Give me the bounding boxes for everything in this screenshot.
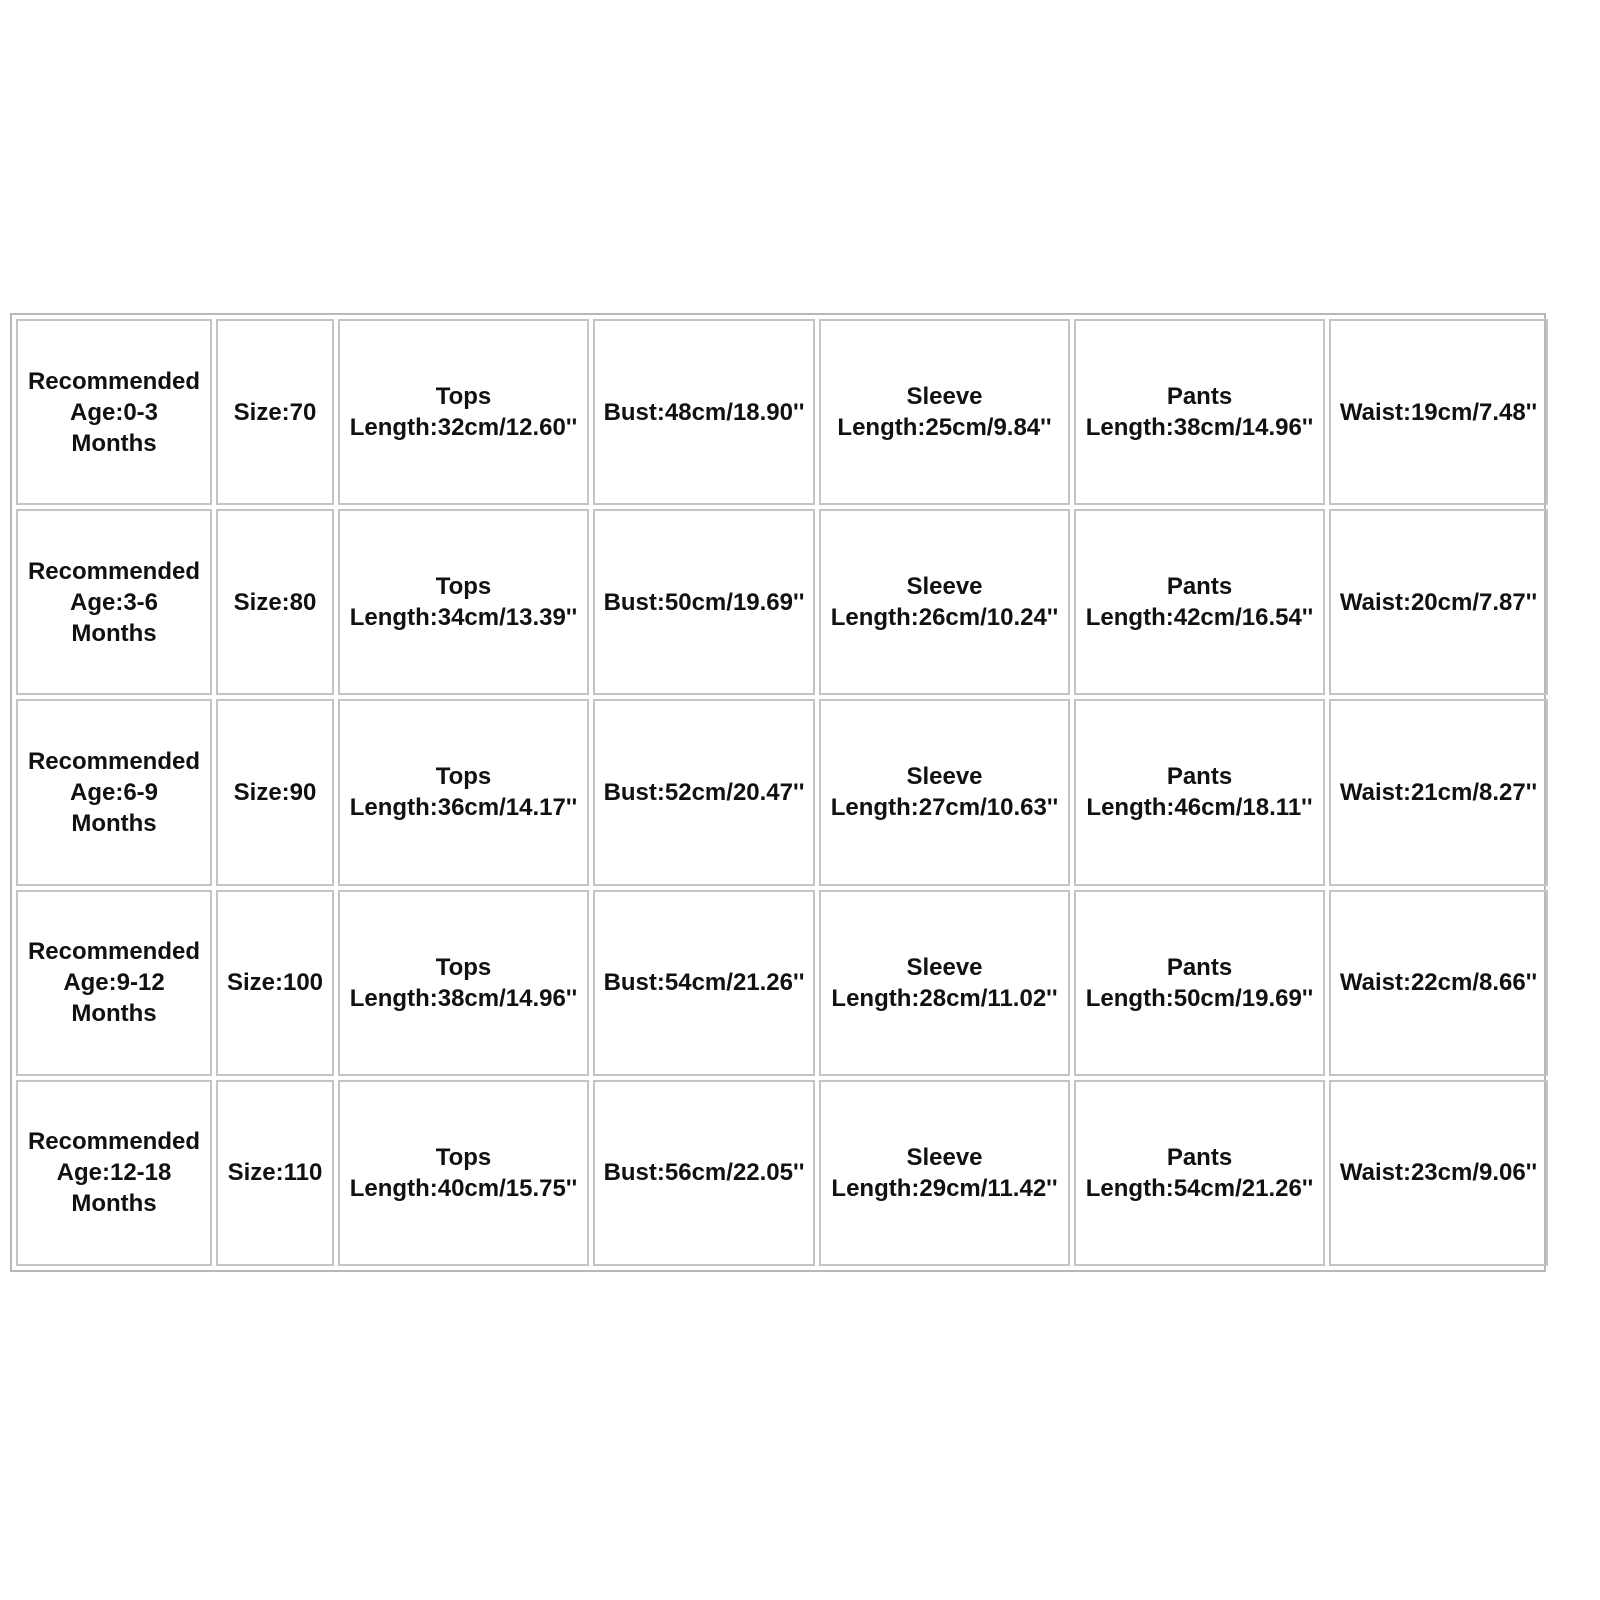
- waist-text: Waist:20cm/7.87'': [1339, 588, 1538, 616]
- bust-cell: [593, 1080, 815, 1266]
- tops-length-text: Tops Length:36cm/14.17'': [349, 763, 578, 822]
- age-cell: [16, 509, 212, 695]
- waist-text: Waist:19cm/7.48'': [1339, 398, 1538, 426]
- size-text: Size:110: [227, 1159, 323, 1187]
- waist-cell: [1329, 509, 1548, 695]
- tops-length-text: Tops Length:32cm/12.60'': [349, 383, 578, 442]
- pants-length-text: Pants Length:54cm/21.26'': [1085, 1143, 1314, 1202]
- bust-cell: [593, 509, 815, 695]
- table-row: [16, 699, 1548, 885]
- pants-length-text: Pants Length:46cm/18.11'': [1086, 763, 1313, 822]
- waist-text: Waist:22cm/8.66'': [1339, 969, 1538, 997]
- size-chart-table: [12, 315, 1552, 1270]
- sleeve-length-cell: [819, 699, 1070, 885]
- age-text: Recommended Age:9-12 Months: [27, 938, 201, 1028]
- size-cell: [216, 1080, 334, 1266]
- tops-length-text: Tops Length:40cm/15.75'': [349, 1143, 578, 1202]
- sleeve-length-cell: [819, 509, 1070, 695]
- tops-length-text: Tops Length:34cm/13.39'': [349, 573, 578, 632]
- age-cell: [16, 319, 212, 505]
- waist-cell: [1329, 319, 1548, 505]
- bust-text: Bust:56cm/22.05'': [603, 1159, 805, 1187]
- age-text: Recommended Age:6-9 Months: [27, 747, 201, 837]
- waist-text: Waist:23cm/9.06'': [1339, 1159, 1538, 1187]
- waist-cell: [1329, 699, 1548, 885]
- age-cell: [16, 890, 212, 1076]
- bust-text: Bust:50cm/19.69'': [603, 588, 805, 616]
- pants-length-cell: [1074, 1080, 1325, 1266]
- tops-length-text: Tops Length:38cm/14.96'': [349, 953, 578, 1012]
- tops-length-cell: [338, 319, 589, 505]
- age-text: Recommended Age:3-6 Months: [27, 557, 201, 647]
- tops-length-cell: [338, 890, 589, 1076]
- age-text: Recommended Age:12-18 Months: [27, 1128, 201, 1218]
- size-cell: [216, 509, 334, 695]
- pants-length-text: Pants Length:42cm/16.54'': [1085, 573, 1314, 632]
- size-text: Size:100: [226, 969, 324, 997]
- tops-length-cell: [338, 699, 589, 885]
- size-cell: [216, 699, 334, 885]
- age-text: Recommended Age:0-3 Months: [27, 367, 201, 457]
- bust-cell: [593, 890, 815, 1076]
- size-chart: [10, 313, 1546, 1272]
- size-cell: [216, 319, 334, 505]
- pants-length-cell: [1074, 699, 1325, 885]
- size-text: Size:70: [233, 398, 317, 426]
- pants-length-cell: [1074, 509, 1325, 695]
- bust-cell: [593, 699, 815, 885]
- bust-text: Bust:54cm/21.26'': [603, 969, 805, 997]
- sleeve-length-cell: [819, 1080, 1070, 1266]
- size-cell: [216, 890, 334, 1076]
- pants-length-text: Pants Length:38cm/14.96'': [1085, 383, 1314, 442]
- size-text: Size:90: [233, 778, 317, 806]
- waist-cell: [1329, 890, 1548, 1076]
- table-row: [16, 890, 1548, 1076]
- waist-text: Waist:21cm/8.27'': [1339, 778, 1538, 806]
- tops-length-cell: [338, 1080, 589, 1266]
- bust-text: Bust:48cm/18.90'': [603, 398, 805, 426]
- age-cell: [16, 1080, 212, 1266]
- sleeve-length-text: Sleeve Length:28cm/11.02'': [831, 953, 1058, 1012]
- table-row: [16, 1080, 1548, 1266]
- waist-cell: [1329, 1080, 1548, 1266]
- sleeve-length-text: Sleeve Length:26cm/10.24'': [830, 573, 1059, 632]
- table-row: [16, 509, 1548, 695]
- pants-length-cell: [1074, 319, 1325, 505]
- table-row: [16, 319, 1548, 505]
- sleeve-length-cell: [819, 890, 1070, 1076]
- pants-length-cell: [1074, 890, 1325, 1076]
- sleeve-length-text: Sleeve Length:29cm/11.42'': [831, 1143, 1058, 1202]
- sleeve-length-text: Sleeve Length:25cm/9.84'': [837, 383, 1052, 442]
- size-text: Size:80: [233, 588, 317, 616]
- tops-length-cell: [338, 509, 589, 695]
- sleeve-length-cell: [819, 319, 1070, 505]
- bust-cell: [593, 319, 815, 505]
- age-cell: [16, 699, 212, 885]
- sleeve-length-text: Sleeve Length:27cm/10.63'': [830, 763, 1059, 822]
- bust-text: Bust:52cm/20.47'': [603, 778, 805, 806]
- pants-length-text: Pants Length:50cm/19.69'': [1085, 953, 1314, 1012]
